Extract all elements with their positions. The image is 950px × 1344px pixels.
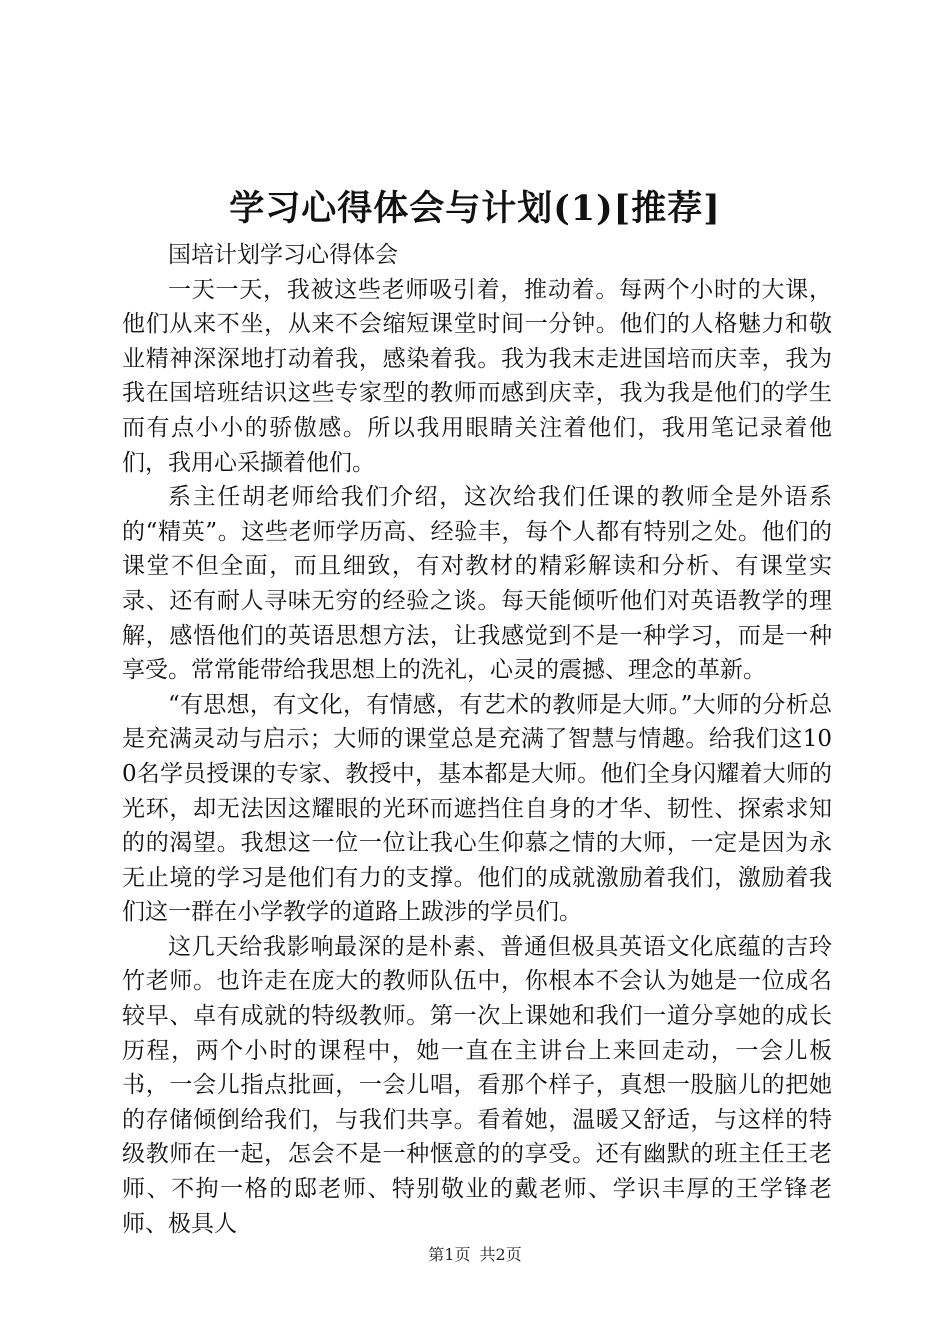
- paragraph: 一天一天，我被这些老师吸引着，推动着。每两个小时的大课，他们从来不坐，从来不会缩短课堂时间一分钟。他们的人格魅力和敬业精神深深地打动着我，感染着我。我为我末走进国培而庆幸，我为我在国培班结识这些专家型的教师而感到庆幸，我为我是他们的学生而有点小小的骄傲感。所以我用眼睛关注着他们，我用笔记录着他们，我用心采撷着他们。: [122, 276, 832, 476]
- page-total: 共2页: [479, 1245, 522, 1264]
- paragraph-subtitle: 国培计划学习心得体会: [168, 242, 398, 268]
- paragraph: 这几天给我影响最深的是朴素、普通但极具英语文化底蕴的吉玲竹老师。也许走在庞大的教师队伍中，你根本不会认为她是一位成名较早、卓有成就的特级教师。第一次上课她和我们一道分享她的成长历程，两个小时的课程中，她一直在主讲台上来回走动，一会儿板书，一会儿指点批画，一会儿唱，看那个样子，真想一股脑儿的把她的存储倾倒给我们，与我们共享。看着她，温暖又舒适，与这样的特级教师在一起，怎会不是一种惬意的的享受。还有幽默的班主任王老师、不拘一格的邸老师、特别敬业的戴老师、学识丰厚的王学锋老师、极具人: [122, 933, 832, 1237]
- paragraph: “有思想，有文化，有情感，有艺术的教师是大师。”大师的分析总是充满灵动与启示；大师的课堂总是充满了智慧与情趣。给我们这100名学员授课的专家、教授中，基本都是大师。他们全身闪耀着大师的光环，却无法因这耀眼的光环而遮挡住自身的才华、韧性、探索求知的的渴望。我想这一位一位让我心生仰慕之情的大师，一定是因为永无止境的学习是他们有力的支撑。他们的成就激励着我们，激励着我们这一群在小学教学的道路上跋涉的学员们。: [122, 691, 832, 926]
- document-body: [122, 238, 832, 1241]
- paragraph: 系主任胡老师给我们介绍，这次给我们任课的教师全是外语系的“精英”。这些老师学历高、经验丰，每个人都有特别之处。他们的课堂不但全面，而且细致，有对教材的精彩解读和分析、有课堂实录、还有耐人寻味无穷的经验之谈。每天能倾听他们对英语教学的理解，感悟他们的英语思想方法，让我感觉到不是一种学习，而是一种享受。常常能带给我思想上的洗礼，心灵的震撼、理念的革新。: [122, 484, 832, 684]
- document-title: 学习心得体会与计划(1)[推荐]: [229, 188, 721, 229]
- page-number: 第1页: [428, 1245, 471, 1264]
- page-footer: [0, 1244, 950, 1266]
